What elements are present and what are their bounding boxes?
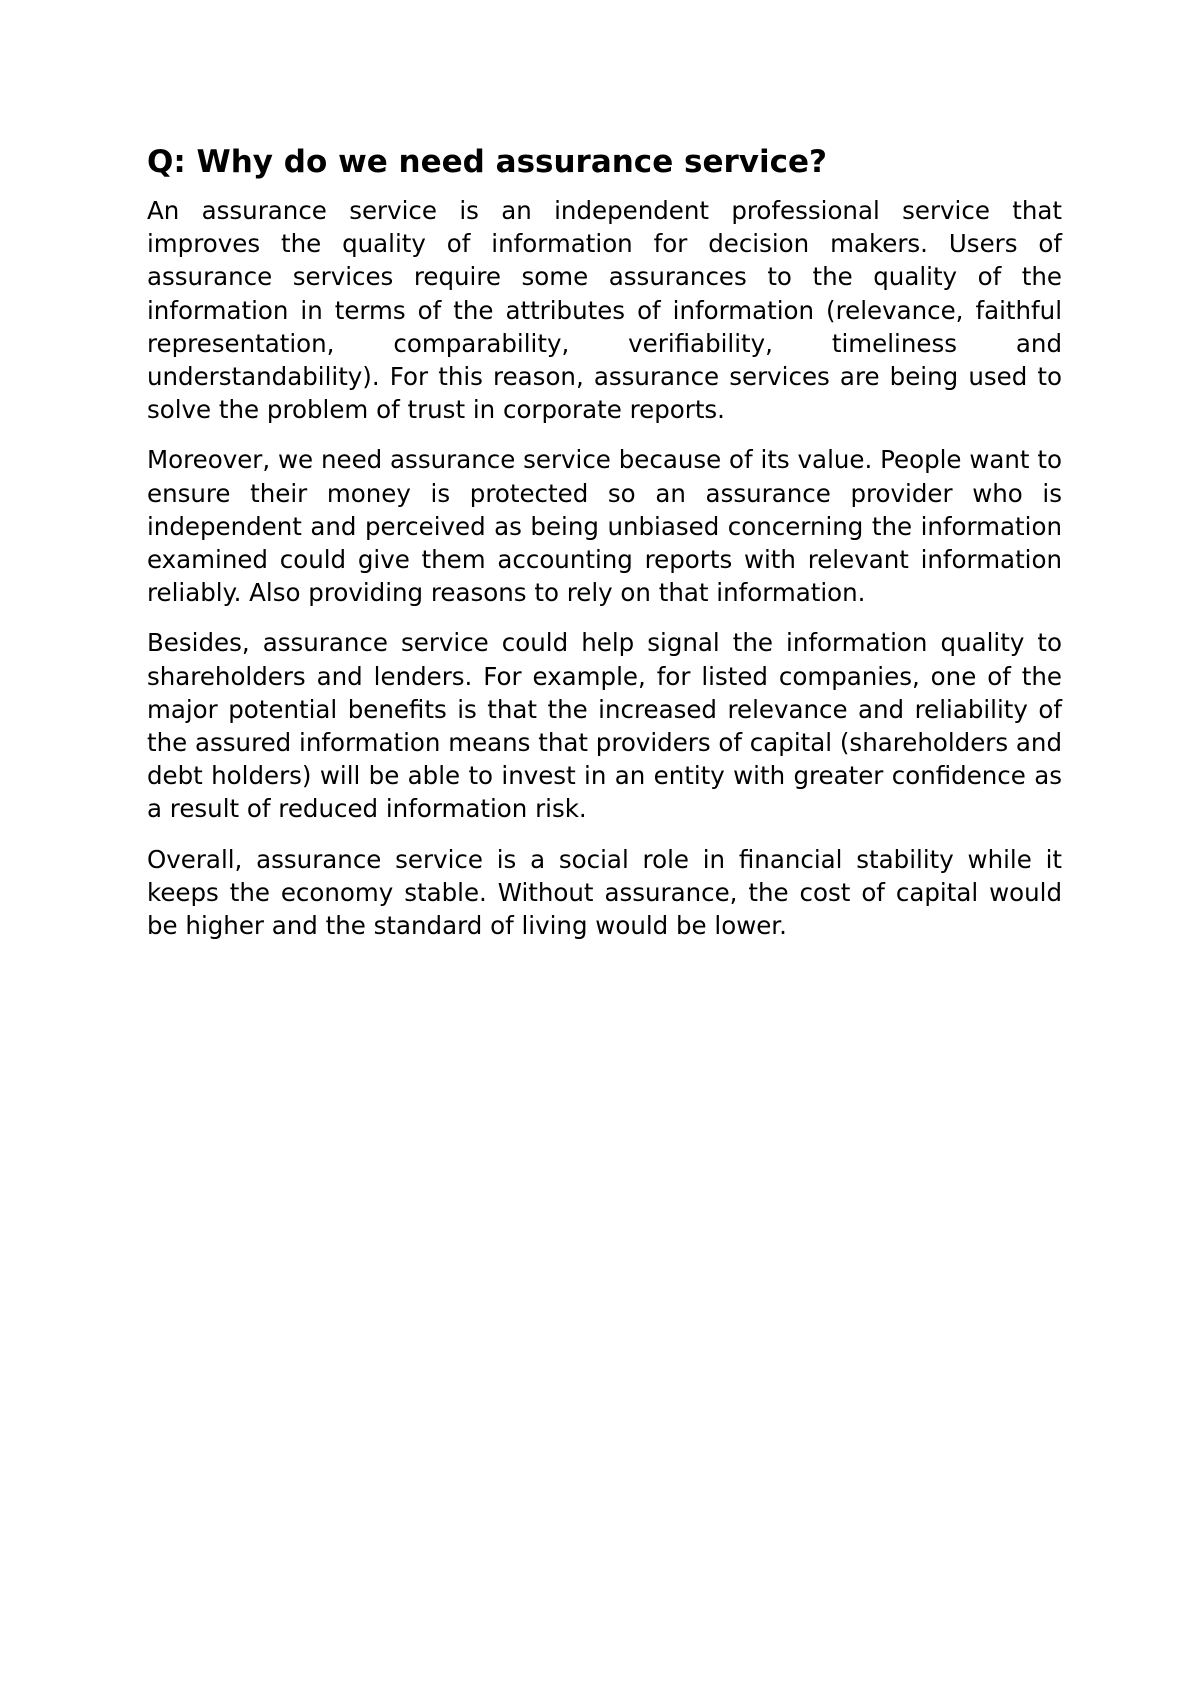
paragraph-overall: Overall, assurance service is a social role in financial stability while it keeps the economy stable. Without assurance, the cost of capital would be higher and the standard of living would be lower. — [147, 844, 1062, 941]
document-title: Q: Why do we need assurance service? — [147, 144, 827, 180]
paragraph-signal: Besides, assurance service could help signal the information quality to shareholders and lenders. For example, for listed companies, one of the major potential benefits is that the increased relevance and reliability of the assured information means that providers of capital (shareholders and debt holders) will be able to invest in an entity with greater confidence as a result of reduced information risk. — [147, 628, 1063, 824]
document-body — [147, 140, 1062, 959]
paragraph-definition: An assurance service is an independent professional service that improves the quality of information for decision makers. Users of assurance services require some assurances to the quality of the information in terms of the attributes of information (relevance, faithful representation, comparability, verifiability, timeliness and understandability). For this reason, assurance services are being used to solve the problem of trust in corporate reports. — [147, 196, 1062, 425]
paragraph-value: Moreover, we need assurance service because of its value. People want to ensure their money is protected so an assurance provider who is independent and perceived as being unbiased concerning the information examined could give them accounting reports with relevant information reliably. Also providing reasons to rely on that information. — [147, 445, 1062, 608]
